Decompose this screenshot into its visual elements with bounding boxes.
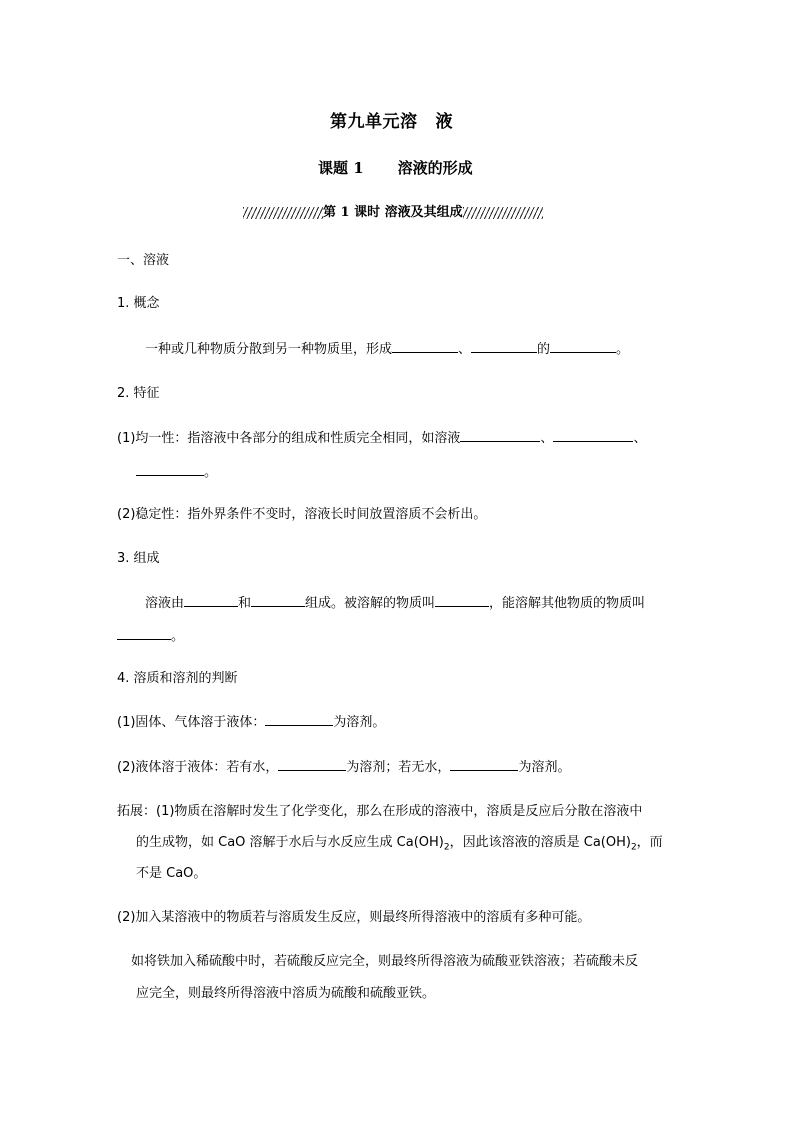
period: 。 [171,629,185,644]
blank-field[interactable] [460,428,540,442]
judge-rule-text: 为溶剂；若无水， [346,760,451,775]
period: 。 [616,342,630,357]
judge-rule-2 [117,756,570,775]
extension-line-1: 拓展：(1)物质在溶解时发生了化学变化，那么在形成的溶液中，溶质是反应后分散在溶液中 [117,804,643,819]
blank-field[interactable] [435,593,489,607]
lesson-banner [243,201,543,220]
blank-field[interactable] [136,462,204,476]
concept-text-part: 一种或几种物质分散到另一种物质里，形成 [145,342,393,357]
blank-field[interactable] [265,712,333,726]
extension-text: ，而 [636,835,663,850]
separator: 、 [540,431,554,446]
subscript: 2 [630,842,637,853]
composition-text-part: 组成。被溶解的物质叫 [305,596,436,611]
lesson-title: 第 1 课时 溶液及其组成 [323,205,463,220]
blank-field[interactable] [184,593,238,607]
extension-text: ，因此该溶液的溶质是 Ca(OH) [449,835,631,850]
composition-text-part: 和 [238,596,252,611]
hatch-decoration-left [243,207,323,219]
judge-rule-text: (1)固体、气体溶于液体： [117,715,266,730]
concept-text [145,338,629,357]
blank-field[interactable] [392,339,458,353]
feature-heading: 2. 特征 [117,386,160,401]
composition-text-part: 溶液由 [145,596,185,611]
composition-text-part: ，能溶解其他物质的物质叫 [489,596,646,611]
unit-title [330,107,453,132]
blank-field[interactable] [550,339,616,353]
extension-line-3: 不是 CaO。 [136,866,207,881]
blank-field[interactable] [278,757,346,771]
separator: 的 [537,342,551,357]
topic-title [318,157,473,178]
uniformity-text-part: (1)均一性：指溶液中各部分的组成和性质完全相同，如溶液 [117,431,461,446]
blank-field[interactable] [553,428,633,442]
blank-field[interactable] [117,626,171,640]
composition-text-cont [117,625,184,644]
unit-title-part-a: 第九单元溶 [330,112,418,132]
period: 。 [204,465,218,480]
separator: 、 [458,342,472,357]
unit-title-part-b: 液 [435,112,453,132]
topic-name: 溶液的形成 [397,159,473,177]
subscript: 2 [443,842,450,853]
topic-number: 课题 1 [318,159,364,177]
judge-rule-1 [117,711,385,730]
composition-heading: 3. 组成 [117,551,160,566]
separator: 、 [633,431,647,446]
extension-text: 的生成物，如 CaO 溶解于水后与水反应生成 Ca(OH) [136,835,444,850]
example-line-1: 如将铁加入稀硫酸中时，若硫酸反应完全，则最终所得溶液为硫酸亚铁溶液；若硫酸未反 [131,954,639,969]
section-heading: 一、溶液 [117,253,170,268]
blank-field[interactable] [471,339,537,353]
judge-rule-text: 为溶剂。 [518,760,571,775]
extension-2: (2)加入某溶液中的物质若与溶质发生反应，则最终所得溶液中的溶质有多种可能。 [117,910,591,925]
hatch-decoration-right [463,207,543,219]
uniformity-text [117,427,646,446]
stability-text: (2)稳定性：指外界条件不变时，溶液长时间放置溶质不会析出。 [117,507,487,522]
judge-rule-text: (2)液体溶于液体：若有水， [117,760,279,775]
composition-text [145,592,645,611]
extension-line-2 [136,831,663,853]
uniformity-text-cont [136,461,217,480]
concept-heading: 1. 概念 [117,296,160,311]
judge-heading: 4. 溶质和溶剂的判断 [117,671,238,686]
blank-field[interactable] [251,593,305,607]
judge-rule-text: 为溶剂。 [333,715,386,730]
example-line-2: 应完全，则最终所得溶液中溶质为硫酸和硫酸亚铁。 [136,986,436,1001]
blank-field[interactable] [450,757,518,771]
